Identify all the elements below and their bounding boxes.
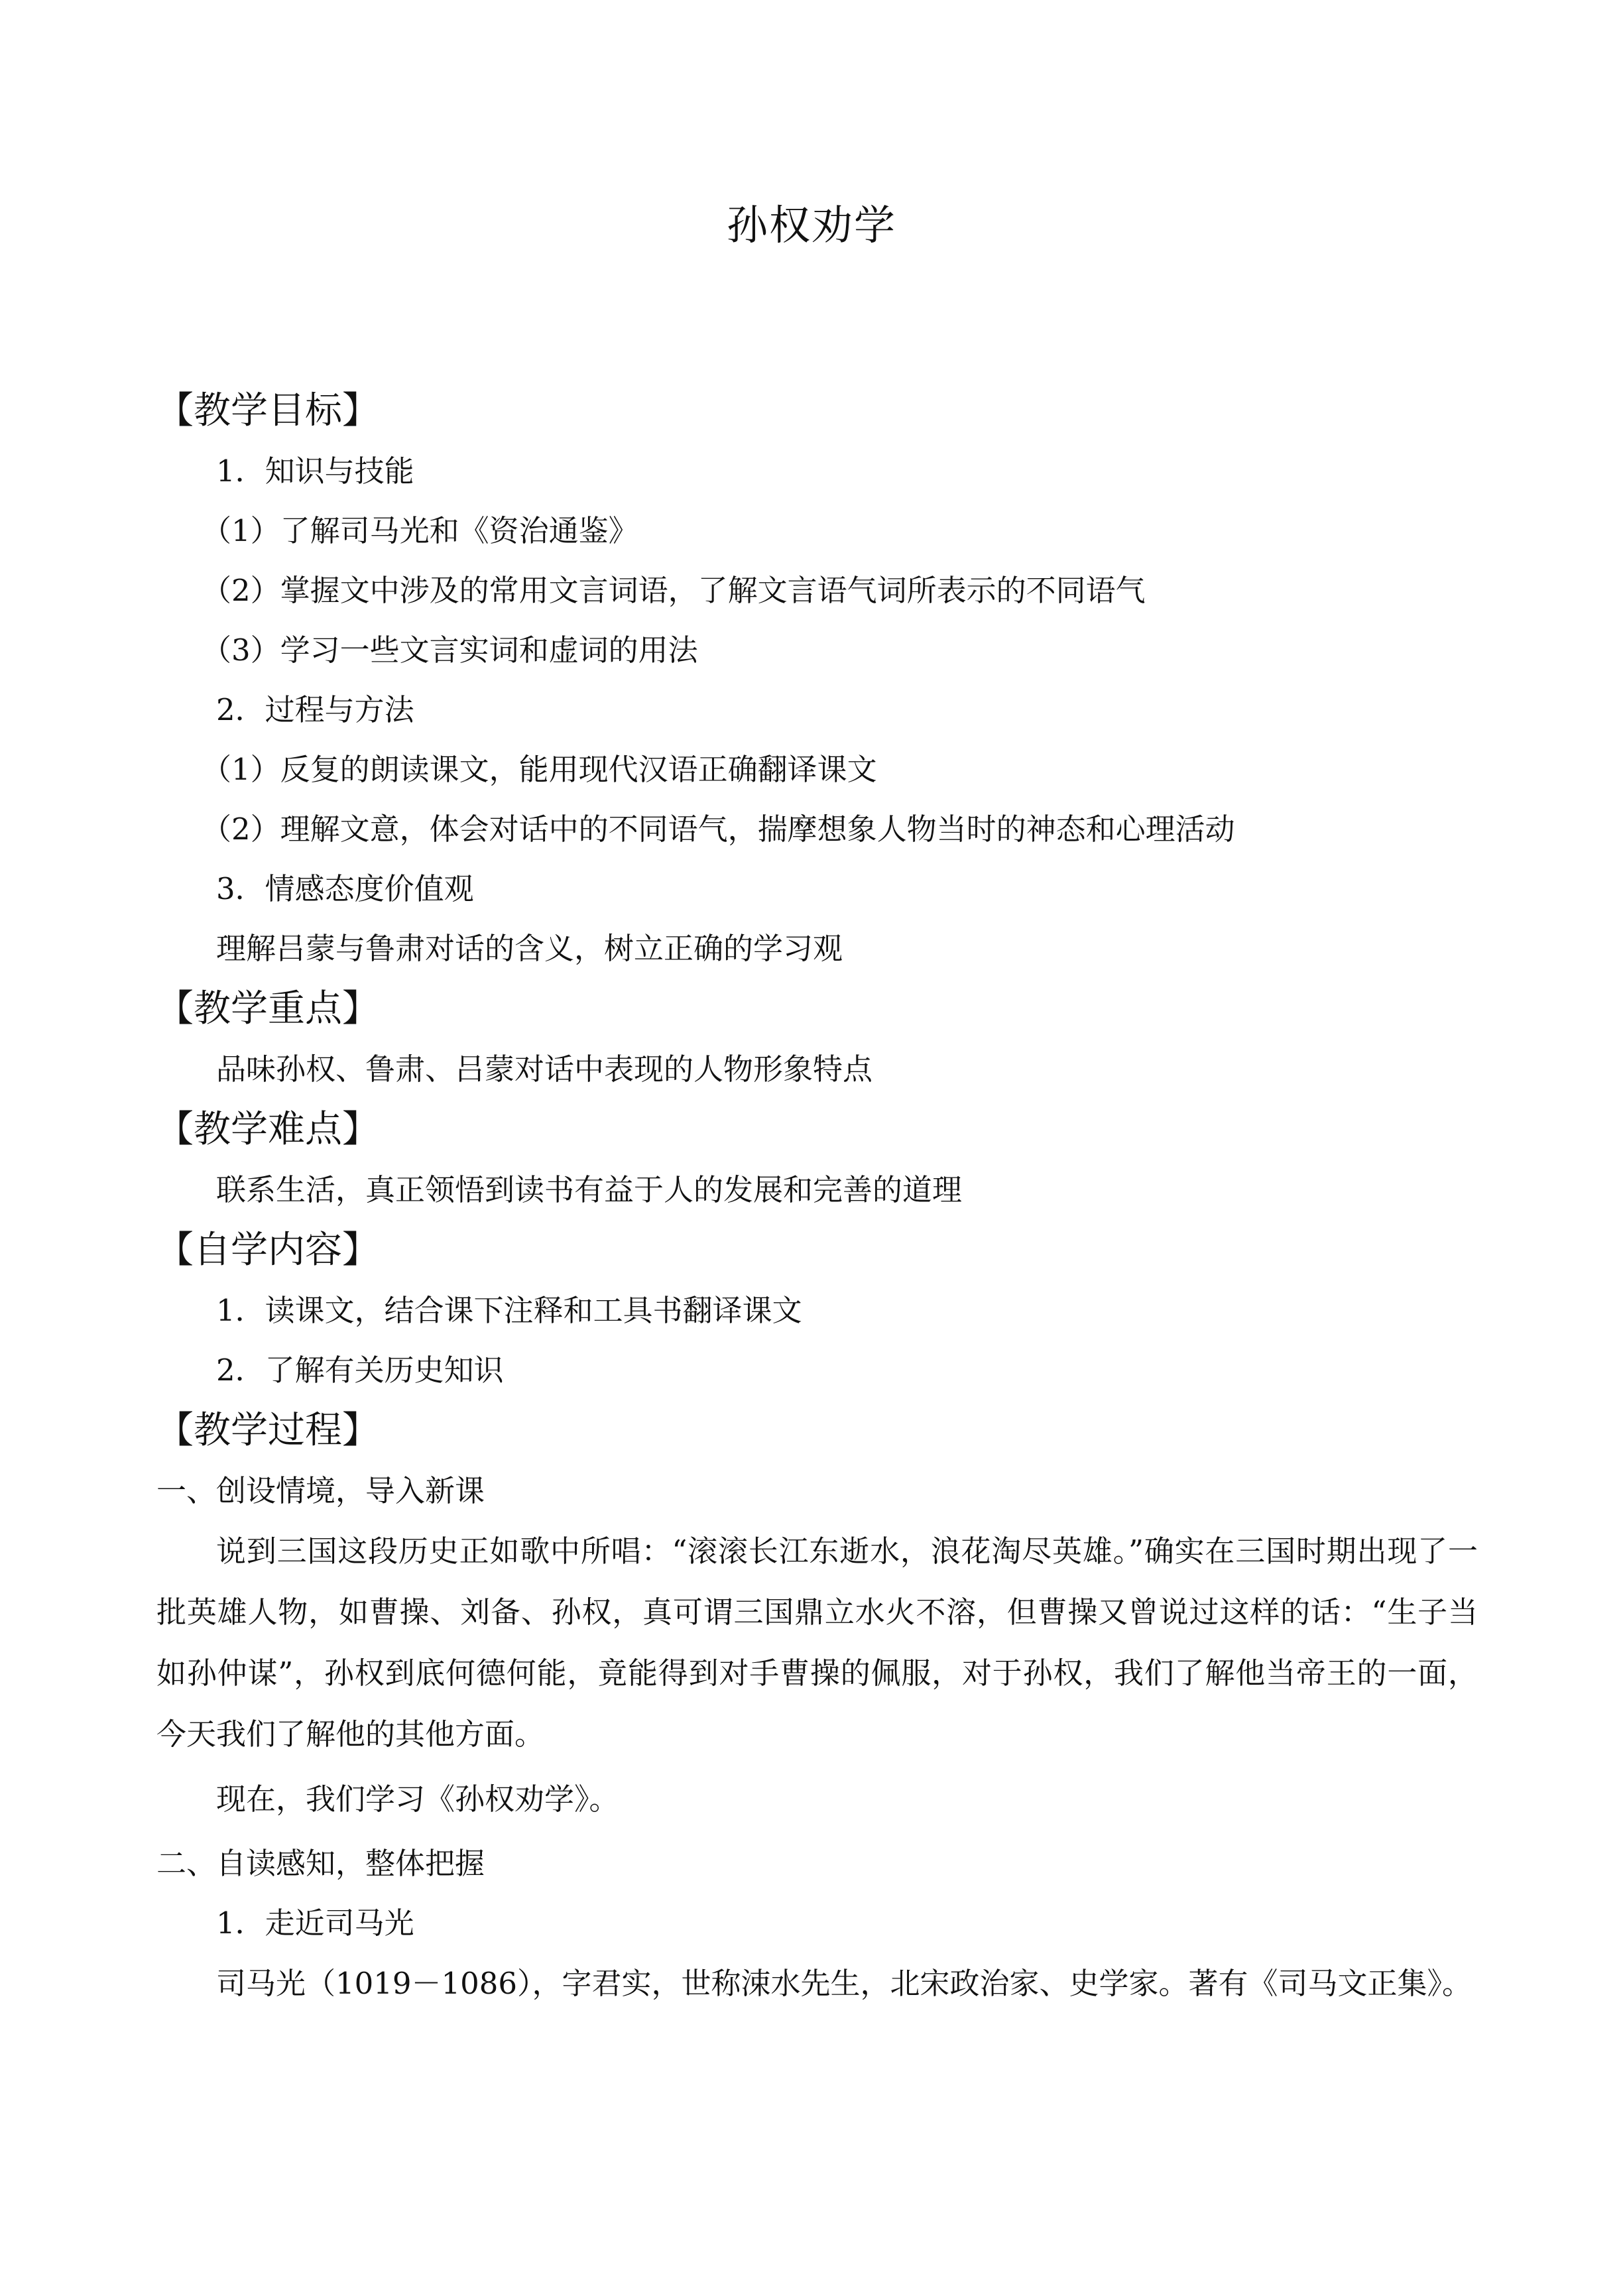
process-paragraph: 现在，我们学习《孙权劝学》。: [216, 1782, 619, 1817]
objective-subitem: （1）反复的朗读课文，能用现代汉语正确翻译课文: [202, 752, 877, 787]
self-study-item: 1．读课文，结合课下注释和工具书翻译课文: [216, 1293, 802, 1328]
difficulties-text: 联系生活，真正领悟到读书有益于人的发展和完善的道理: [216, 1172, 963, 1207]
difficulties-heading: 【教学难点】: [156, 1108, 379, 1151]
objective-item-knowledge: 1．知识与技能: [216, 453, 414, 489]
objective-subitem: （3）学习一些文言实词和虚词的用法: [202, 633, 698, 668]
process-subitem: 1．走近司马光: [216, 1905, 414, 1941]
key-points-heading: 【教学重点】: [156, 987, 379, 1030]
document-title: 孙权劝学: [726, 201, 896, 249]
objective-subitem: （1）了解司马光和《资治通鉴》: [202, 513, 638, 548]
process-paragraph: 司马光（1019－1086），字君实，世称涑水先生，北宋政治家、史学家。著有《司马文正集》。: [216, 1966, 1473, 2001]
objective-subitem: （2）理解文意，体会对话中的不同语气，揣摩想象人物当时的神态和心理活动: [202, 812, 1235, 847]
process-section-title: 一、创设情境，导入新课: [156, 1473, 485, 1508]
self-study-item: 2．了解有关历史知识: [216, 1353, 504, 1388]
objective-values-text: 理解吕蒙与鲁肃对话的含义，树立正确的学习观: [216, 931, 843, 966]
objectives-heading: 【教学目标】: [156, 389, 379, 432]
document-body: [156, 381, 1478, 2014]
process-section-title: 二、自读感知，整体把握: [156, 1846, 485, 1881]
objective-item-values: 3．情感态度价值观: [216, 871, 474, 906]
self-study-heading: 【自学内容】: [156, 1229, 379, 1272]
key-points-text: 品味孙权、鲁肃、吕蒙对话中表现的人物形象特点: [216, 1052, 873, 1087]
objective-subitem: （2）掌握文中涉及的常用文言词语，了解文言语气词所表示的不同语气: [202, 573, 1146, 608]
objective-item-process: 2．过程与方法: [216, 692, 414, 727]
process-paragraph: 说到三国这段历史正如歌中所唱：“滚滚长江东逝水，浪花淘尽英雄。”确实在三国时期出现了一批英雄人物，如曹操、刘备、孙权，真可谓三国鼎立水火不溶，但曹操又曾说过这样的话：“生子当如孙仲谋”，孙权到底何德何能，竟能得到对手曹操的佩服，对于孙权，我们了解他当帝王的一面，今天我们了解他的其他方面。: [156, 1534, 1478, 1752]
process-heading: 【教学过程】: [156, 1409, 379, 1452]
